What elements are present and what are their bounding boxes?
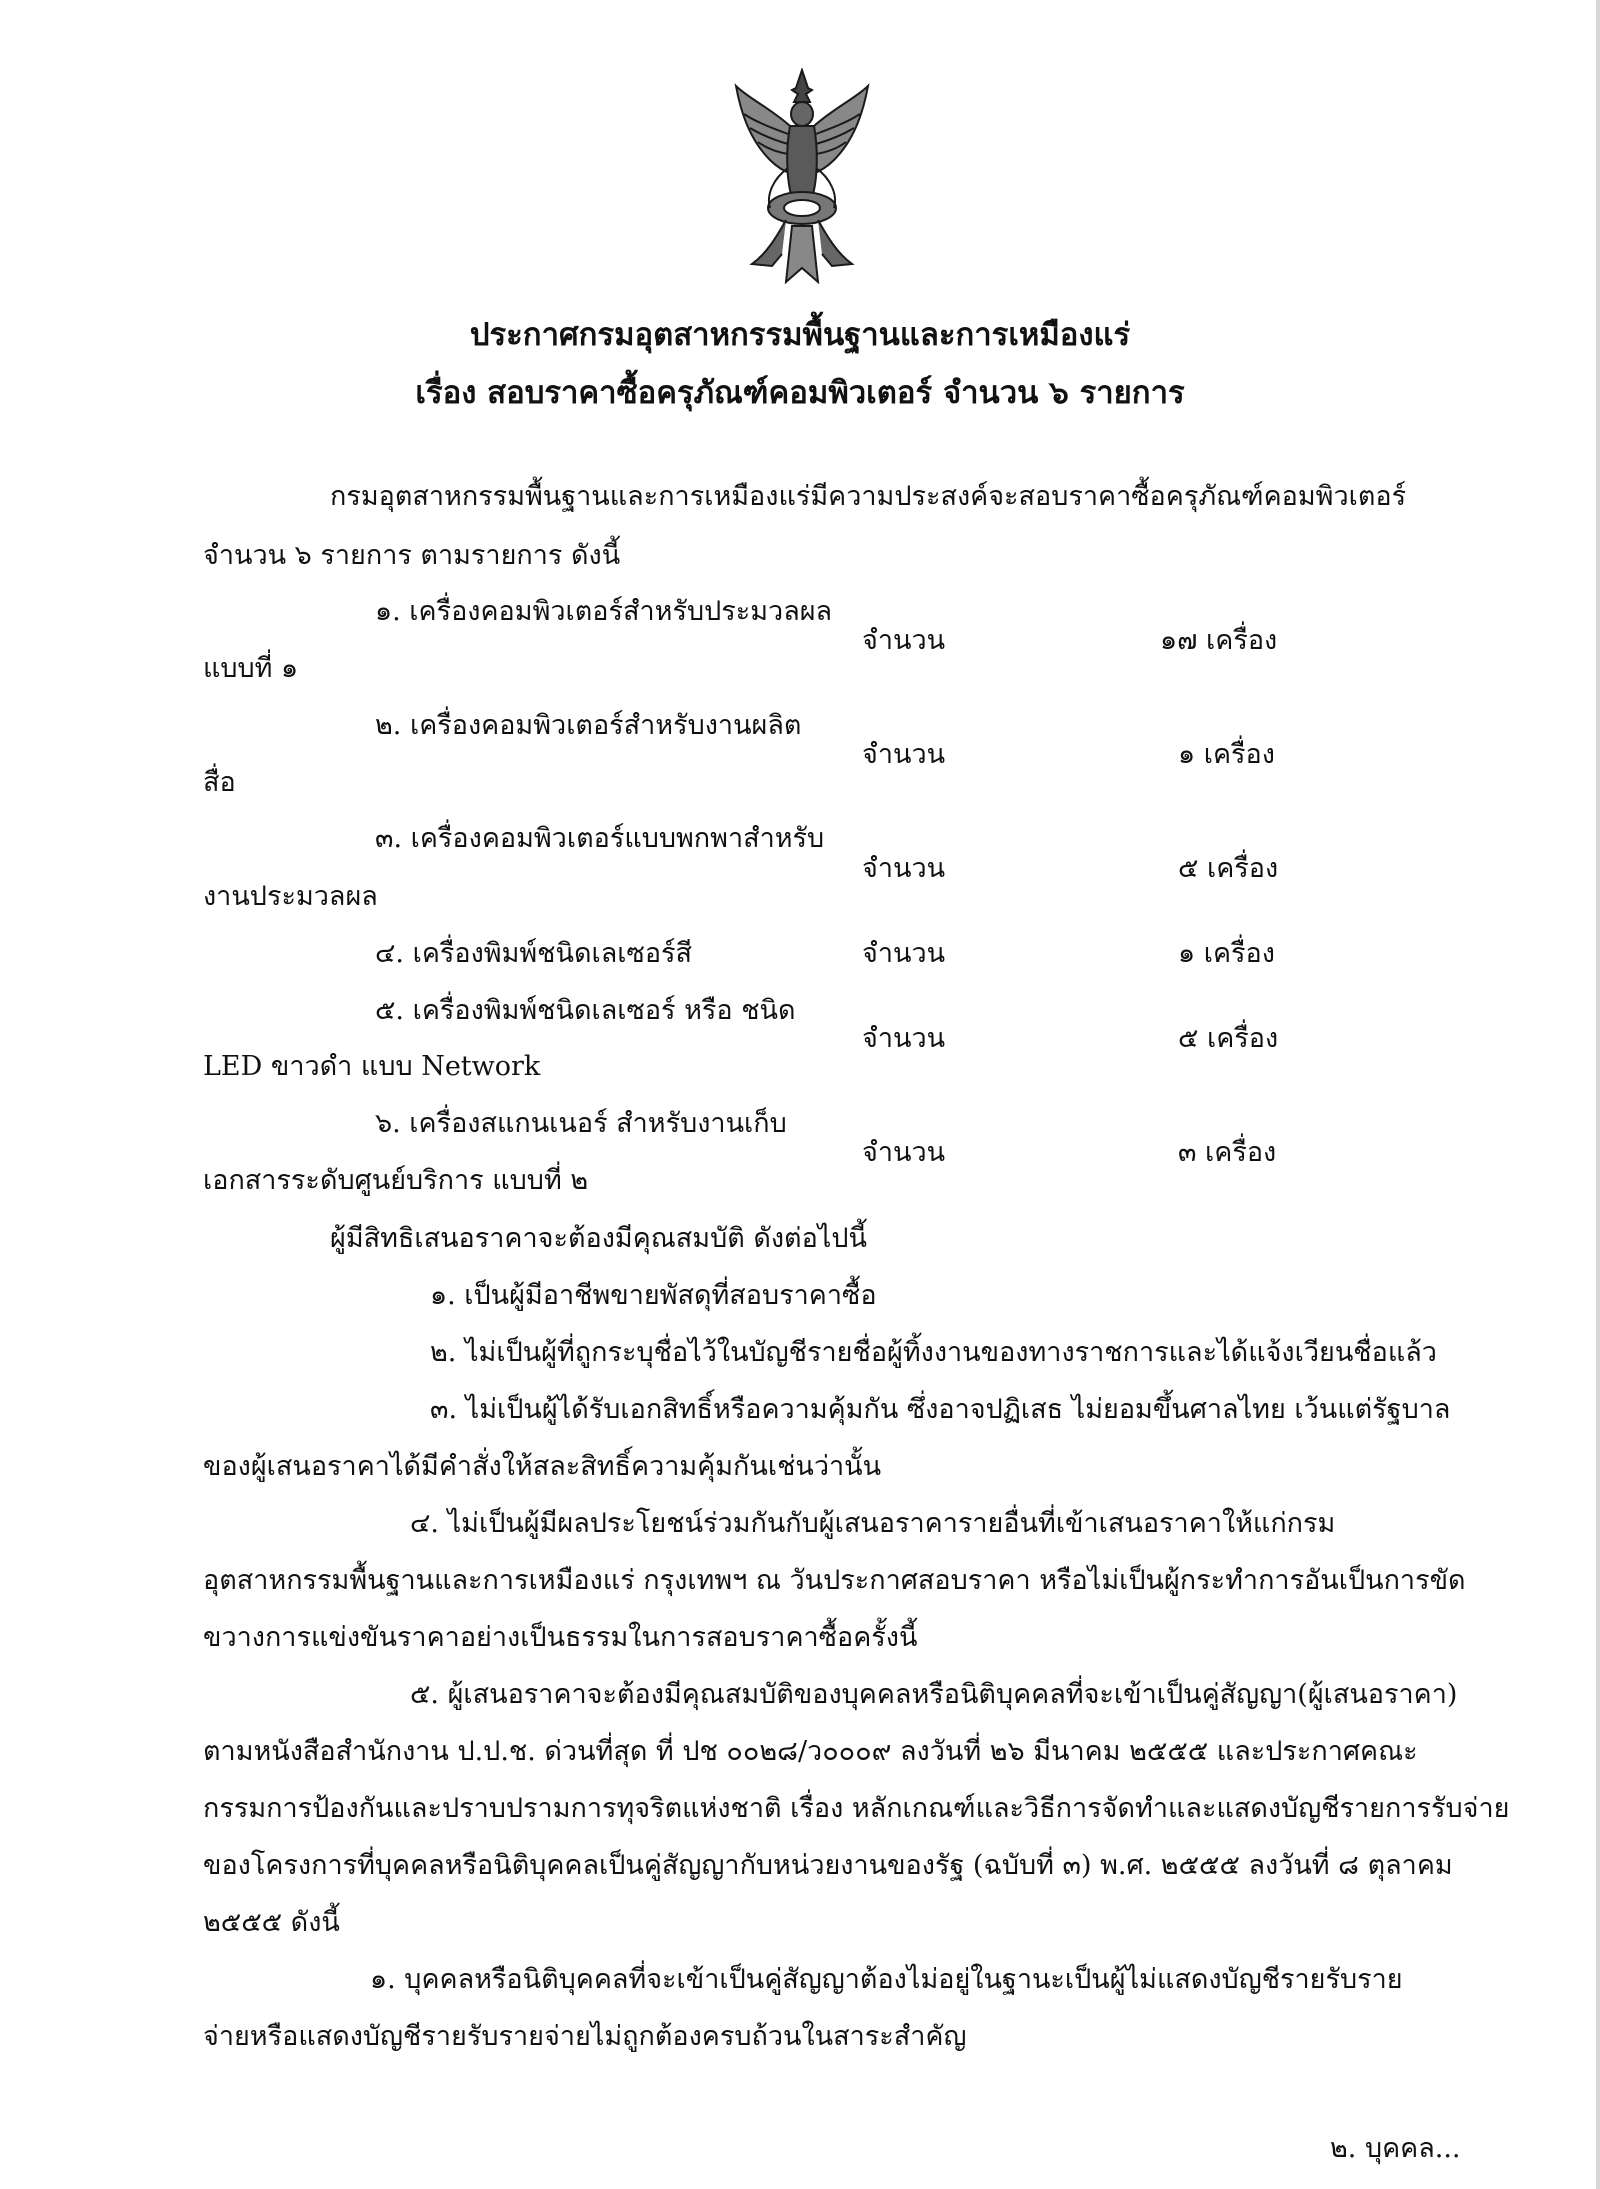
qualification-5-line-4: ของโครงการที่บุคคลหรือนิติบุคคลเป็นคู่สัญญากับหน่วยงานของรัฐ (ฉบับที่ ๓) พ.ศ. ๒๕๕๕ ลงวันที่ ๘ ตุลาคม xyxy=(203,1850,1453,1881)
qualification-5-line-5: ๒๕๕๕ ดังนี้ xyxy=(203,1907,340,1938)
item-1-qty-label: จำนวน xyxy=(862,625,946,656)
item-1-name-cont: แบบที่ ๑ xyxy=(203,653,299,684)
item-6-name-cont: เอกสารระดับศูนย์บริการ แบบที่ ๒ xyxy=(203,1165,589,1196)
intro-line-1: กรมอุตสาหกรรมพื้นฐานและการเหมืองแร่มีความประสงค์จะสอบราคาซื้อครุภัณฑ์คอมพิวเตอร์ xyxy=(330,481,1407,512)
qualification-5-line-2: ตามหนังสือสำนักงาน ป.ป.ช. ด่วนที่สุด ที่ ปช ๐๐๒๘/ว๐๐๐๙ ลงวันที่ ๒๖ มีนาคม ๒๕๕๕ และประกาศคณะ xyxy=(203,1736,1418,1767)
item-4-qty-label: จำนวน xyxy=(862,938,946,969)
item-2-name-cont: สื่อ xyxy=(203,767,236,798)
scan-edge xyxy=(1596,0,1600,2189)
qualification-5-line-1: ๕. ผู้เสนอราคาจะต้องมีคุณสมบัติของบุคคลหรือนิติบุคคลที่จะเข้าเป็นคู่สัญญา(ผู้เสนอราคา) xyxy=(410,1679,1458,1710)
qualification-4-line-1: ๔. ไม่เป็นผู้มีผลประโยชน์ร่วมกันกับผู้เสนอราคารายอื่นที่เข้าเสนอราคาให้แก่กรม xyxy=(410,1508,1336,1539)
item-3-name-cont: งานประมวลผล xyxy=(203,881,378,912)
item-6-qty-label: จำนวน xyxy=(862,1137,946,1168)
item-5-name-cont: LED ขาวดำ แบบ Network xyxy=(203,1051,541,1082)
qualification-1: ๑. เป็นผู้มีอาชีพขายพัสดุที่สอบราคาซื้อ xyxy=(430,1280,877,1311)
item-2-qty-label: จำนวน xyxy=(862,739,946,770)
item-3-qty: ๕ เครื่อง xyxy=(1178,853,1279,884)
qualifications-heading: ผู้มีสิทธิเสนอราคาจะต้องมีคุณสมบัติ ดังต่อไปนี้ xyxy=(330,1223,867,1254)
item-6-qty: ๓ เครื่อง xyxy=(1178,1137,1277,1168)
item-1-name: ๑. เครื่องคอมพิวเตอร์สำหรับประมวลผล xyxy=(375,596,833,627)
announcement-subject: เรื่อง สอบราคาซื้อครุภัณฑ์คอมพิวเตอร์ จำนวน ๖ รายการ xyxy=(415,375,1185,411)
qualification-4-line-2: อุตสาหกรรมพื้นฐานและการเหมืองแร่ กรุงเทพฯ ณ วันประกาศสอบราคา หรือไม่เป็นผู้กระทำการอันเป็นการขัด xyxy=(203,1565,1466,1596)
qualification-3-line-2: ของผู้เสนอราคาได้มีคำสั่งให้สละสิทธิ์ความคุ้มกันเช่นว่านั้น xyxy=(203,1451,882,1482)
item-4-name: ๔. เครื่องพิมพ์ชนิดเลเซอร์สี xyxy=(375,938,693,969)
item-5-qty: ๕ เครื่อง xyxy=(1178,1023,1279,1054)
item-5-qty-label: จำนวน xyxy=(862,1023,946,1054)
item-5-name: ๕. เครื่องพิมพ์ชนิดเลเซอร์ หรือ ชนิด xyxy=(375,995,796,1026)
sub-qualification-1-line-2: จ่ายหรือแสดงบัญชีรายรับรายจ่ายไม่ถูกต้องครบถ้วนในสาระสำคัญ xyxy=(203,2021,967,2052)
item-3-name: ๓. เครื่องคอมพิวเตอร์แบบพกพาสำหรับ xyxy=(375,823,825,854)
intro-line-2: จำนวน ๖ รายการ ตามรายการ ดังนี้ xyxy=(203,540,621,571)
item-3-qty-label: จำนวน xyxy=(862,853,946,884)
item-4-qty: ๑ เครื่อง xyxy=(1178,938,1275,969)
qualification-3-line-1: ๓. ไม่เป็นผู้ได้รับเอกสิทธิ์หรือความคุ้มกัน ซึ่งอาจปฏิเสธ ไม่ยอมขึ้นศาลไทย เว้นแต่รัฐบาล xyxy=(430,1394,1451,1425)
qualification-4-line-3: ขวางการแข่งขันราคาอย่างเป็นธรรมในการสอบราคาซื้อครั้งนี้ xyxy=(203,1622,918,1653)
item-6-name: ๖. เครื่องสแกนเนอร์ สำหรับงานเก็บ xyxy=(375,1108,787,1139)
item-2-qty: ๑ เครื่อง xyxy=(1178,739,1275,770)
qualification-5-line-3: กรรมการป้องกันและปราบปรามการทุจริตแห่งชาติ เรื่อง หลักเกณฑ์และวิธีการจัดทำและแสดงบัญชีรายการรับจ่าย xyxy=(203,1793,1510,1824)
garuda-emblem xyxy=(730,68,875,288)
sub-qualification-1-line-1: ๑. บุคคลหรือนิติบุคคลที่จะเข้าเป็นคู่สัญญาต้องไม่อยู่ในฐานะเป็นผู้ไม่แสดงบัญชีรายรับราย xyxy=(370,1964,1403,1995)
item-1-qty: ๑๗ เครื่อง xyxy=(1160,625,1278,656)
page-continuation: ๒. บุคคล... xyxy=(1330,2133,1461,2164)
item-2-name: ๒. เครื่องคอมพิวเตอร์สำหรับงานผลิต xyxy=(375,710,802,741)
qualification-2: ๒. ไม่เป็นผู้ที่ถูกระบุชื่อไว้ในบัญชีรายชื่อผู้ทิ้งงานของทางราชการและได้แจ้งเวียนชื่อแล้ว xyxy=(430,1337,1437,1368)
announcement-title: ประกาศกรมอุตสาหกรรมพื้นฐานและการเหมืองแร่ xyxy=(469,317,1131,353)
